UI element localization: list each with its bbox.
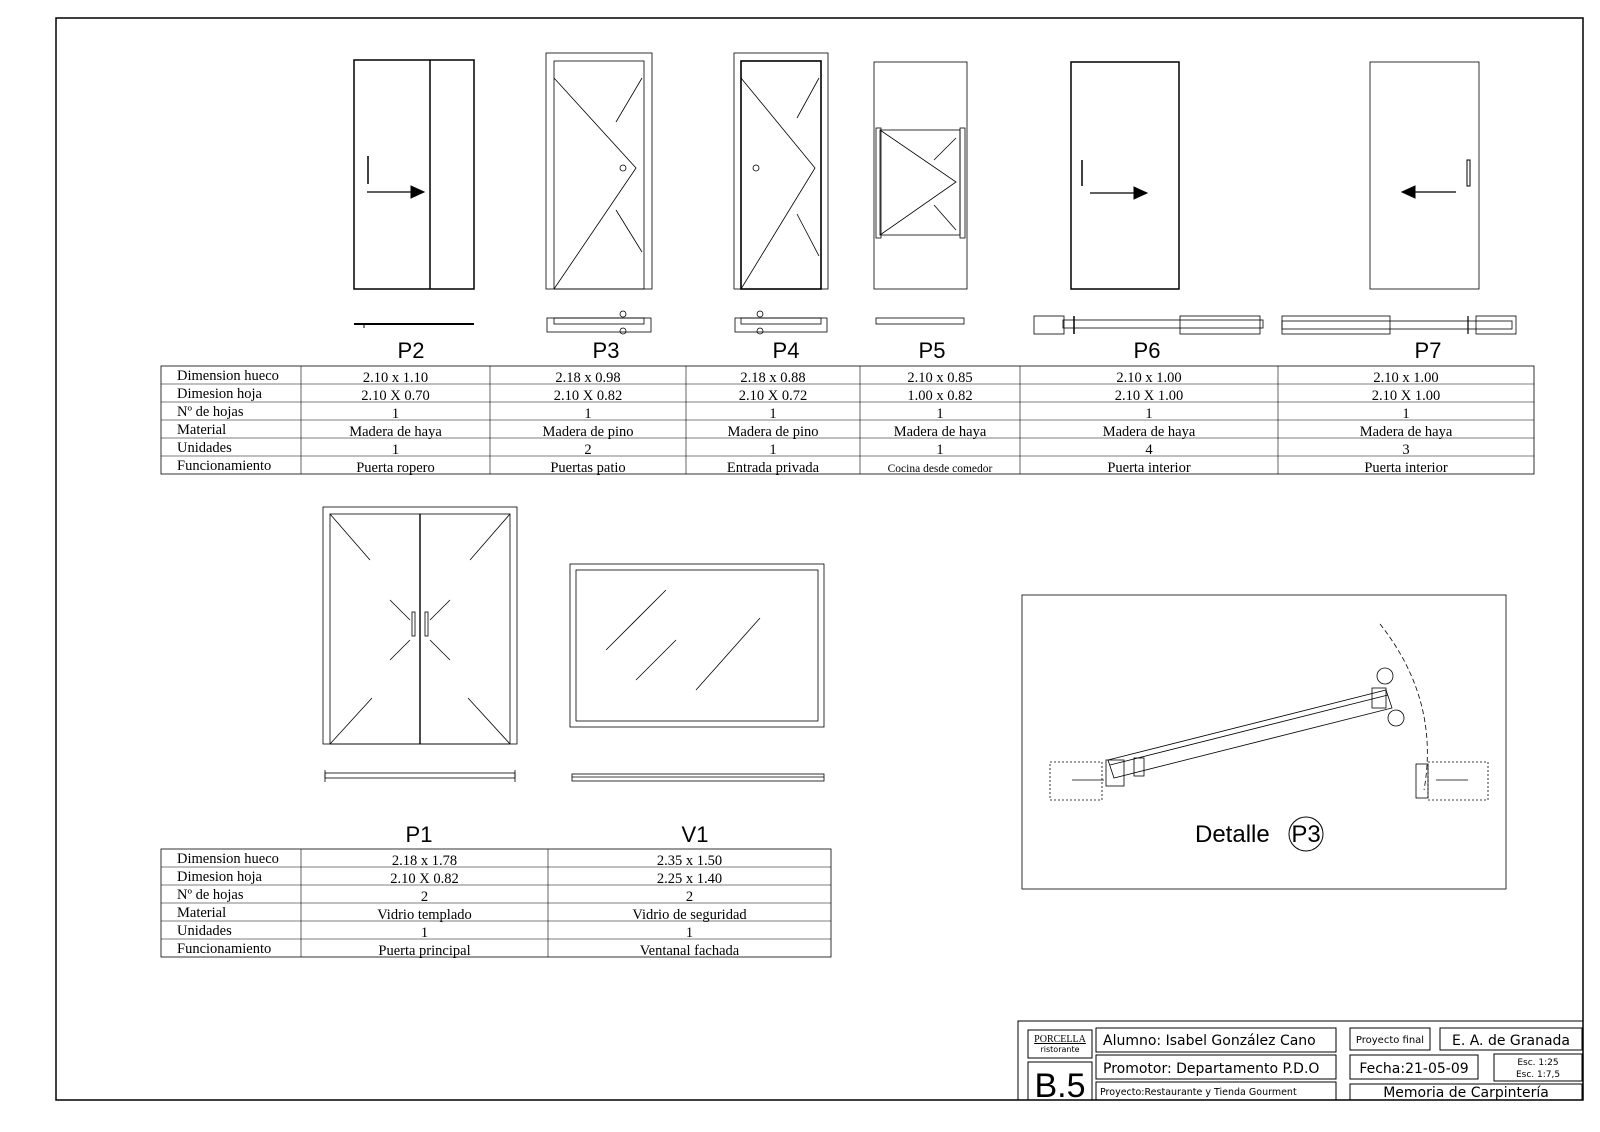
door-code-p2: P2	[397, 338, 425, 363]
top-table-cell-hojas: 1	[769, 406, 777, 422]
sheet-number: B.5	[1034, 1067, 1086, 1105]
top-table-cell-funcionamiento: Puerta ropero	[356, 460, 435, 476]
door-code-p6: P6	[1133, 338, 1161, 363]
top-table-cell-hojas: 1	[1145, 406, 1153, 422]
detail-code: P3	[1291, 821, 1321, 848]
top-table-row-label: Material	[177, 422, 227, 438]
elevation-p5	[874, 62, 967, 324]
door-code-p3: P3	[592, 338, 620, 363]
top-table-cell-hoja: 2.10 X 1.00	[1371, 388, 1441, 404]
door-codes-top	[398, 338, 1442, 363]
top-table-cell-material: Madera de haya	[1102, 424, 1196, 440]
elevation-p7	[1282, 62, 1516, 334]
top-table-cell-funcionamiento: Entrada privada	[726, 460, 820, 476]
table-bottom-doors	[161, 849, 831, 959]
titulo-plano: Memoria de Carpintería	[1383, 1085, 1549, 1101]
top-table-row-label: Nº de hojas	[177, 404, 244, 420]
bottom-table-row-label: Material	[177, 905, 227, 921]
top-table-cell-hueco: 2.10 x 1.00	[1116, 370, 1182, 386]
sheet-border	[56, 18, 1583, 1100]
top-table-cell-hueco: 2.10 x 0.85	[907, 370, 973, 386]
top-table-cell-hojas: 1	[1402, 406, 1410, 422]
top-table-cell-unidades: 1	[769, 442, 777, 458]
top-table-cell-hoja: 2.10 X 0.82	[553, 388, 623, 404]
top-table-cell-unidades: 1	[391, 442, 400, 458]
top-table-cell-funcionamiento: Puerta interior	[1107, 460, 1191, 476]
bottom-table-cell-hojas: 2	[685, 889, 694, 905]
elevation-p1	[323, 507, 517, 782]
escala-1: Esc. 1:25	[1517, 1058, 1559, 1068]
bottom-table-cell-material: Vidrio de seguridad	[632, 907, 747, 923]
bottom-table-cell-hojas: 2	[420, 889, 429, 905]
top-table-cell-unidades: 3	[1402, 442, 1410, 458]
top-table-row-label: Unidades	[177, 440, 232, 456]
logo-top: PORCELLA	[1034, 1034, 1086, 1045]
bottom-table-cell-unidades: 1	[420, 925, 429, 941]
bottom-table-cell-hueco: 2.18 x 1.78	[391, 853, 458, 869]
bottom-table-cell-funcionamiento: Ventanal fachada	[639, 943, 740, 959]
top-table-cell-funcionamiento: Puerta interior	[1364, 460, 1448, 476]
top-table-cell-material: Madera de haya	[893, 424, 987, 440]
escala-2: Esc. 1:7,5	[1515, 1070, 1561, 1080]
elevation-v1	[570, 564, 824, 781]
door-code-p5: P5	[918, 338, 946, 363]
bottom-table-cell-hueco: 2.35 x 1.50	[656, 853, 723, 869]
top-table-cell-unidades: 1	[936, 442, 944, 458]
top-table-cell-hoja: 2.10 X 0.72	[738, 388, 808, 404]
promotor: Promotor: Departamento P.D.O	[1103, 1061, 1320, 1077]
elevation-p4	[734, 53, 828, 334]
top-table-cell-unidades: 4	[1145, 442, 1153, 458]
top-table-row-label: Dimension hueco	[177, 368, 279, 384]
top-table-cell-hojas: 1	[936, 406, 944, 422]
top-table-row-label: Funcionamiento	[177, 458, 272, 474]
bottom-table-row-label: Dimension hueco	[177, 851, 279, 867]
top-table-cell-hueco: 2.10 x 1.10	[362, 370, 429, 386]
top-table-cell-material: Madera de pino	[727, 424, 819, 440]
bottom-table-row-label: Funcionamiento	[177, 941, 272, 957]
door-codes-bottom	[406, 822, 709, 847]
escuela: E. A. de Granada	[1451, 1033, 1571, 1049]
bottom-table-cell-hoja: 2.25 x 1.40	[656, 871, 723, 887]
bottom-table-cell-material: Vidrio templado	[377, 907, 472, 923]
alumno: Alumno: Isabel González Cano	[1103, 1033, 1316, 1049]
top-table-cell-hueco: 2.18 x 0.88	[740, 370, 806, 386]
bottom-table-cell-hoja: 2.10 X 0.82	[390, 871, 459, 887]
top-table-cell-hoja: 1.00 x 0.82	[907, 388, 973, 404]
top-table-cell-hojas: 1	[584, 406, 592, 422]
tipo-proyecto: Proyecto final	[1355, 1035, 1425, 1046]
elevation-p6	[1034, 62, 1263, 334]
door-code-p1: P1	[405, 822, 433, 847]
top-table-cell-hoja: 2.10 X 0.70	[361, 388, 430, 404]
top-table-cell-hojas: 1	[391, 406, 400, 422]
top-table-cell-hoja: 2.10 X 1.00	[1114, 388, 1184, 404]
top-table-cell-unidades: 2	[584, 442, 592, 458]
top-table-row-label: Dimesion hoja	[177, 386, 262, 402]
logo-bottom: ristorante	[1040, 1045, 1080, 1054]
top-table-cell-hueco: 2.18 x 0.98	[555, 370, 621, 386]
table-top-doors	[161, 366, 1534, 476]
bottom-table-row-label: Unidades	[177, 923, 232, 939]
door-code-p4: P4	[772, 338, 800, 363]
elevation-p3	[546, 53, 652, 334]
proyecto: Proyecto:Restaurante y Tienda Gourment	[1100, 1087, 1297, 1098]
door-code-p7: P7	[1414, 338, 1442, 363]
top-table-cell-material: Madera de pino	[542, 424, 634, 440]
top-table-cell-funcionamiento: Puertas patio	[550, 460, 626, 476]
fecha: Fecha:21-05-09	[1359, 1061, 1469, 1077]
top-table-cell-hueco: 2.10 x 1.00	[1373, 370, 1439, 386]
detail-label: Detalle	[1195, 821, 1270, 848]
bottom-table-cell-funcionamiento: Puerta principal	[378, 943, 471, 959]
elevation-p2	[354, 60, 474, 328]
top-table-cell-funcionamiento: Cocina desde comedor	[887, 463, 993, 475]
top-table-cell-material: Madera de haya	[1359, 424, 1453, 440]
bottom-table-row-label: Nº de hojas	[177, 887, 244, 903]
door-code-v1: V1	[681, 822, 709, 847]
bottom-table-row-label: Dimesion hoja	[177, 869, 262, 885]
top-table-cell-material: Madera de haya	[349, 424, 442, 440]
bottom-table-cell-unidades: 1	[685, 925, 694, 941]
